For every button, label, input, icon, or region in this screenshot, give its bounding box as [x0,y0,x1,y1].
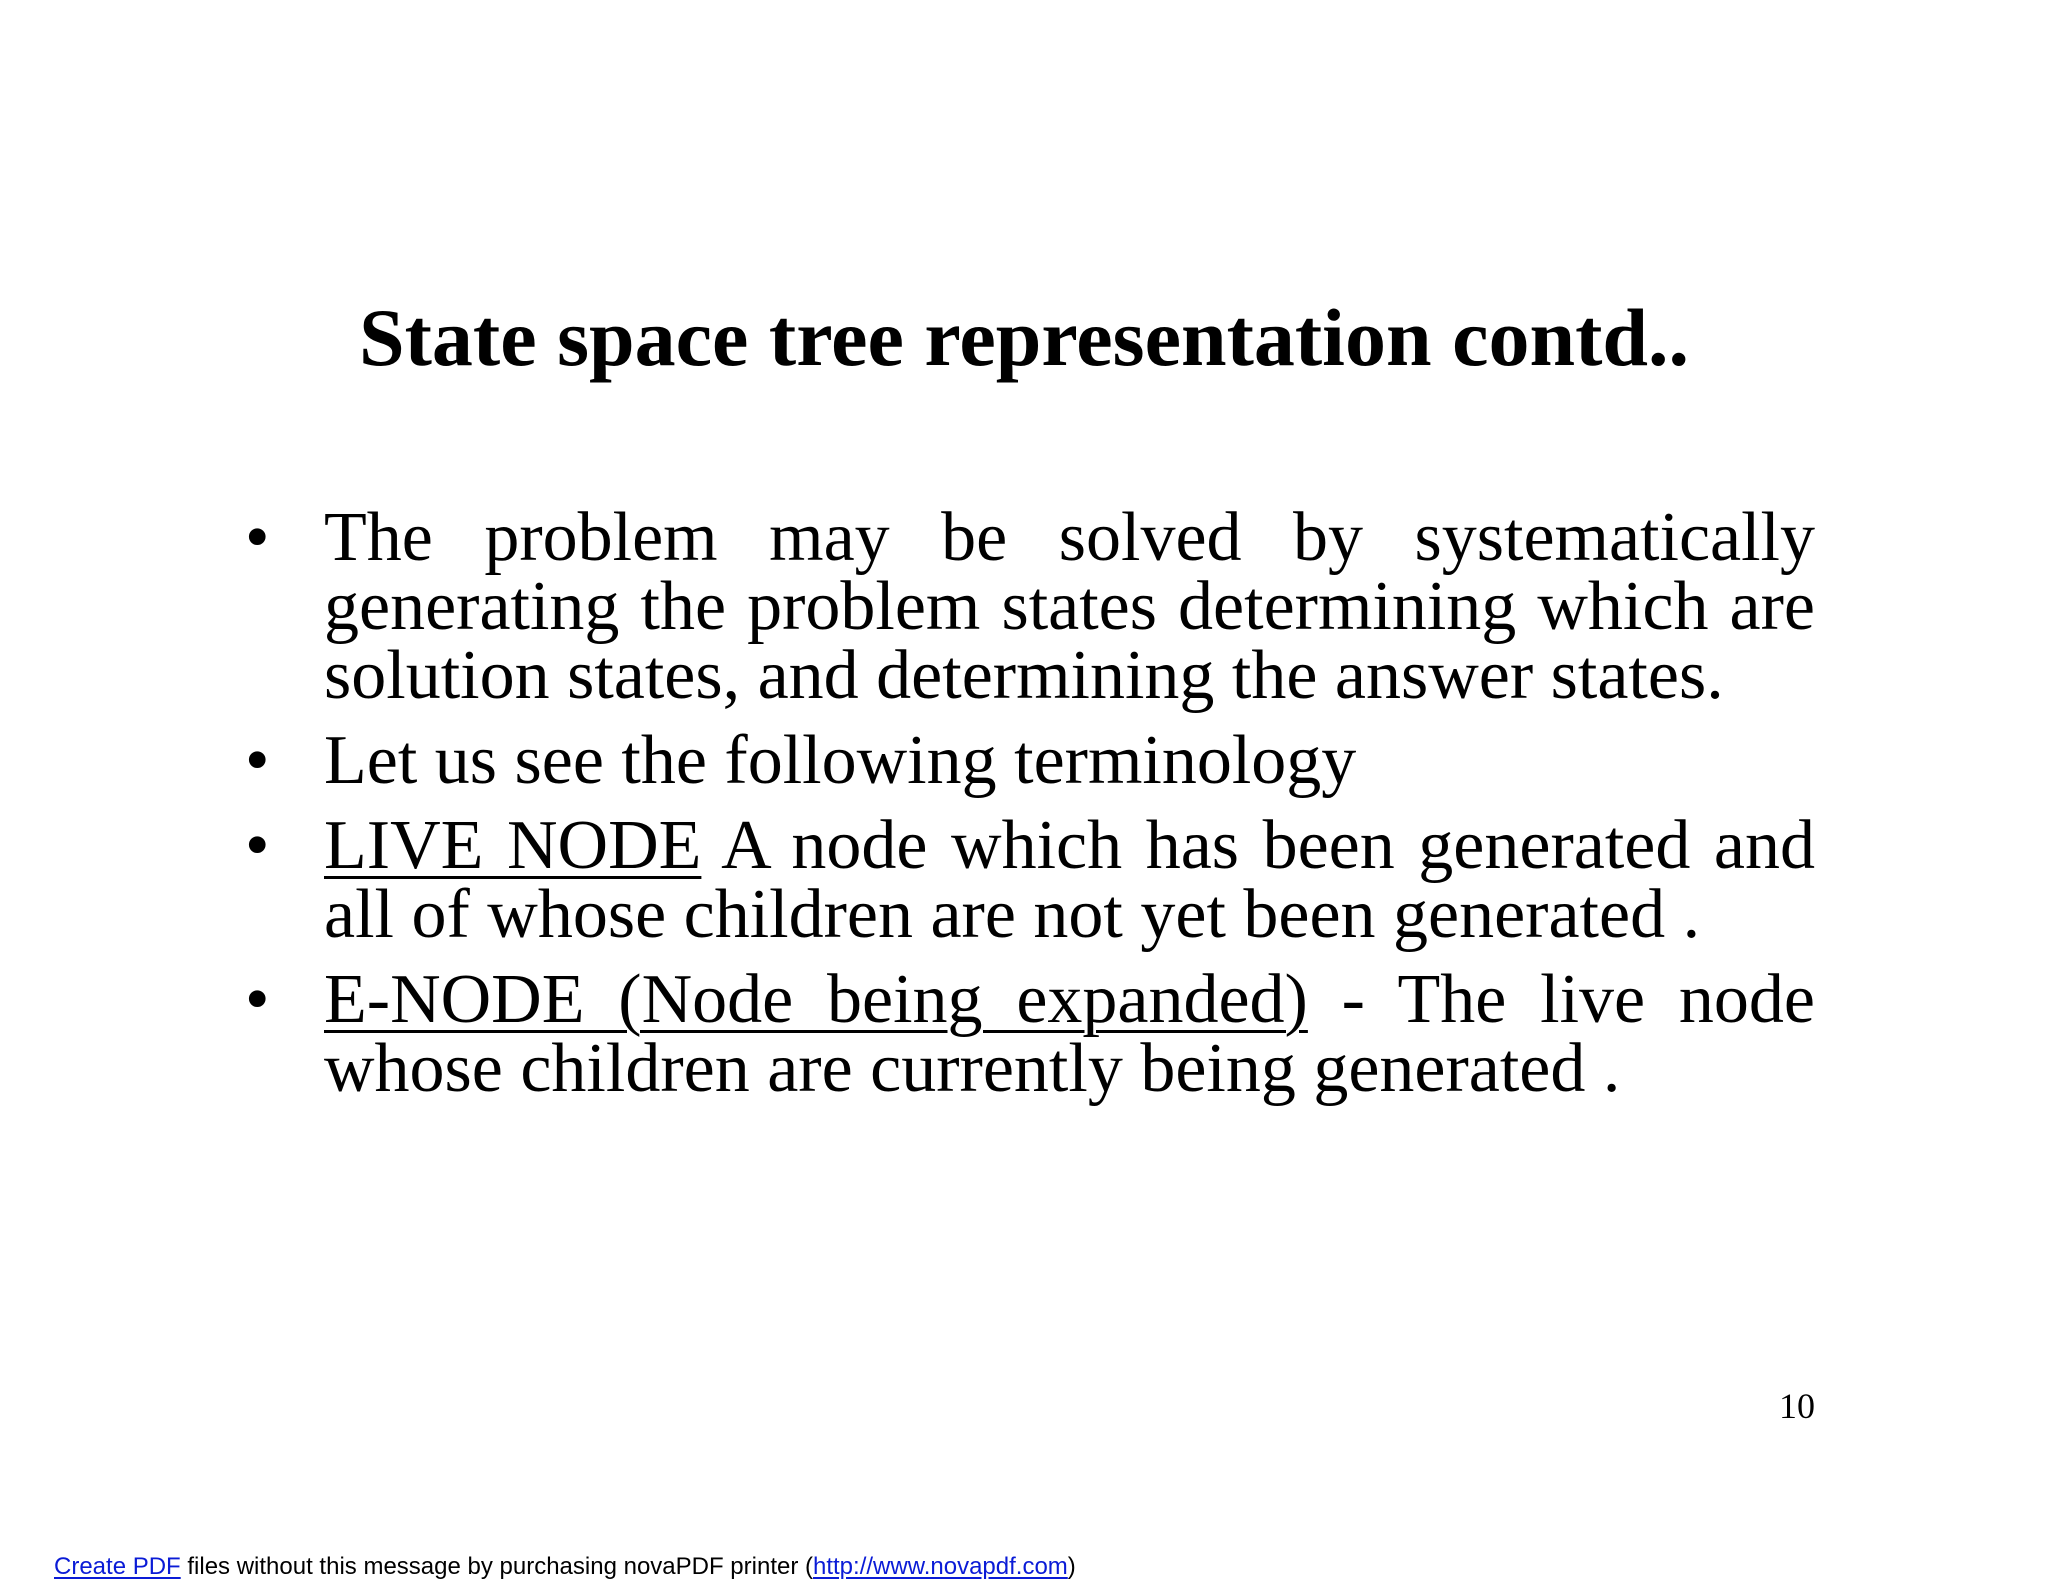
bullet-text: Let us see the following terminology [324,722,1357,799]
novapdf-link[interactable]: http://www.novapdf.com [813,1553,1068,1580]
bullet-item-problem [245,499,1815,714]
footer-text-end: ) [1067,1553,1076,1580]
bullet-icon: • [245,499,270,576]
page-number: 10 [1779,1386,1815,1426]
create-pdf-link[interactable]: Create PDF [54,1553,181,1580]
bullet-text: - The live node whose children are currently being generated . [324,961,1815,1107]
bullet-list [245,499,1815,1119]
bullet-text: A node which has been generated and all of whose children are not yet been generated . [324,807,1815,953]
bullet-text: The problem may be solved by systematically generating the problem states determining which are solution states, and determining the answer states. [324,499,1815,714]
footer-notice [54,1552,1076,1582]
term-live-node: LIVE NODE [324,807,702,884]
footer-text: files without this message by purchasing novaPDF printer ( [180,1553,813,1580]
term-e-node: E-NODE (Node being expanded) [324,961,1308,1038]
bullet-icon: • [245,807,270,884]
bullet-item-terminology [245,722,1815,799]
bullet-item-live-node [245,807,1815,953]
slide-title: State space tree representation contd.. [359,292,1689,383]
bullet-icon: • [245,961,270,1038]
bullet-icon: • [245,722,270,799]
bullet-item-e-node [245,961,1815,1107]
